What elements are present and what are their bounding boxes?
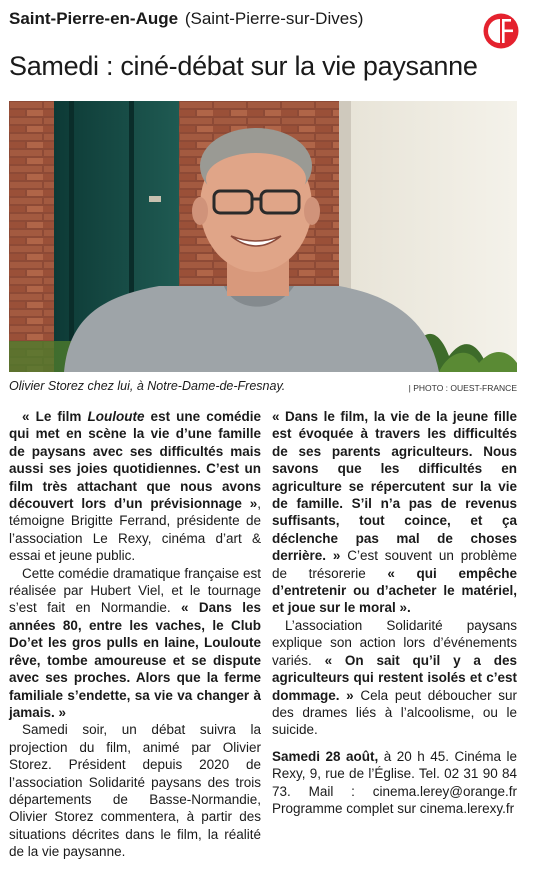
article-column-right [272, 408, 517, 817]
p3-text: C’est souvent un problème de trésorerie [272, 548, 518, 581]
p3-quote-2: « qui empêche d’entretenir ou d’acheter le matériel, et joue sur le moral ». [272, 565, 517, 616]
p4-end: Cela peut déboucher sur des drames liés à l’alcoolisme, ou le suicide. [272, 687, 517, 738]
location-name: Saint-Pierre-en-Auge [9, 9, 179, 28]
sublocation-name: (Saint-Pierre-sur-Dives) [184, 9, 364, 28]
article-photo [9, 101, 517, 372]
photo-caption: Olivier Storez chez lui, à Notre-Dame-de-Fresnay. [9, 379, 286, 393]
p2-quote: « Dans les années 80, entre les vaches, le Club Do’et les gros pulls en laine, Louloute rêve, tombe amoureuse et se dispute avec ses proches. Alors que la ferme familiale s’endette, sa vie va changer à jamais. » [9, 600, 261, 720]
p1-attribution: , témoigne Brigitte Ferrand, présidente de l’association Le Rexy, cinéma d’art & essai et jeune public. [9, 496, 261, 564]
paragraph-4 [272, 617, 517, 739]
article-header [9, 9, 363, 29]
event-details: à 20 h 45. Cinéma le Rexy, 9, rue de l’Église. Tel. 02 31 90 84 73. Mail : cinema.lerey@orange.fr Programme complet sur cinema.lerexy.fr [272, 748, 517, 816]
paragraph-1 [9, 408, 261, 565]
event-date: Samedi 28 août, [272, 748, 379, 764]
p4-quote: « On sait qu’il y a des agriculteurs qui restent isolés et c’est dommage. » [272, 652, 517, 703]
p1-open: « Le film [22, 409, 88, 424]
film-title: Louloute [87, 409, 145, 424]
p3-quote: « Dans le film, la vie de la jeune fille est évoquée à travers les difficultés de ses parents agriculteurs. Nous savons que les difficultés en agriculture se répercutent sur la vie de famille. S’il n’a pas de revenus suffisants, tout coince, et ça déclenche pas mal de choses derrière. » [272, 409, 517, 564]
paragraph-3: Samedi soir, un débat suivra la projection du film, animé par Olivier Storez. Président depuis 2020 de l’association Solidarité paysans des trois départements de Basse-Normandie, Olivier Storez commentera, à partir des situations décrites dans le film, la réalité de la vie paysanne. [9, 722, 261, 860]
p2-intro: Cette comédie dramatique française est réalisée par Hubert Viel, et le tournage s’est fait en Normandie. [9, 565, 261, 616]
p1-quote: est une comédie qui met en scène la vie d’une famille de paysans avec ses difficultés mais aussi ses joies quotidiennes. C’est un film très attachant que nous avons découvert lors d’un prévisionnage » [9, 409, 261, 512]
photo-credit: | PHOTO : OUEST-FRANCE [408, 383, 517, 393]
article-column-left [9, 408, 261, 861]
portrait-illustration [9, 101, 517, 372]
p4-intro: L’association Solidarité paysans explique son action lors d’événements variés. [272, 617, 517, 668]
article-title: Samedi : ciné-débat sur la vie paysanne [9, 51, 478, 81]
paragraph-3-cont [272, 408, 517, 617]
paragraph-2 [9, 565, 261, 722]
event-info [272, 748, 517, 818]
ouest-france-logo-icon [483, 13, 519, 49]
